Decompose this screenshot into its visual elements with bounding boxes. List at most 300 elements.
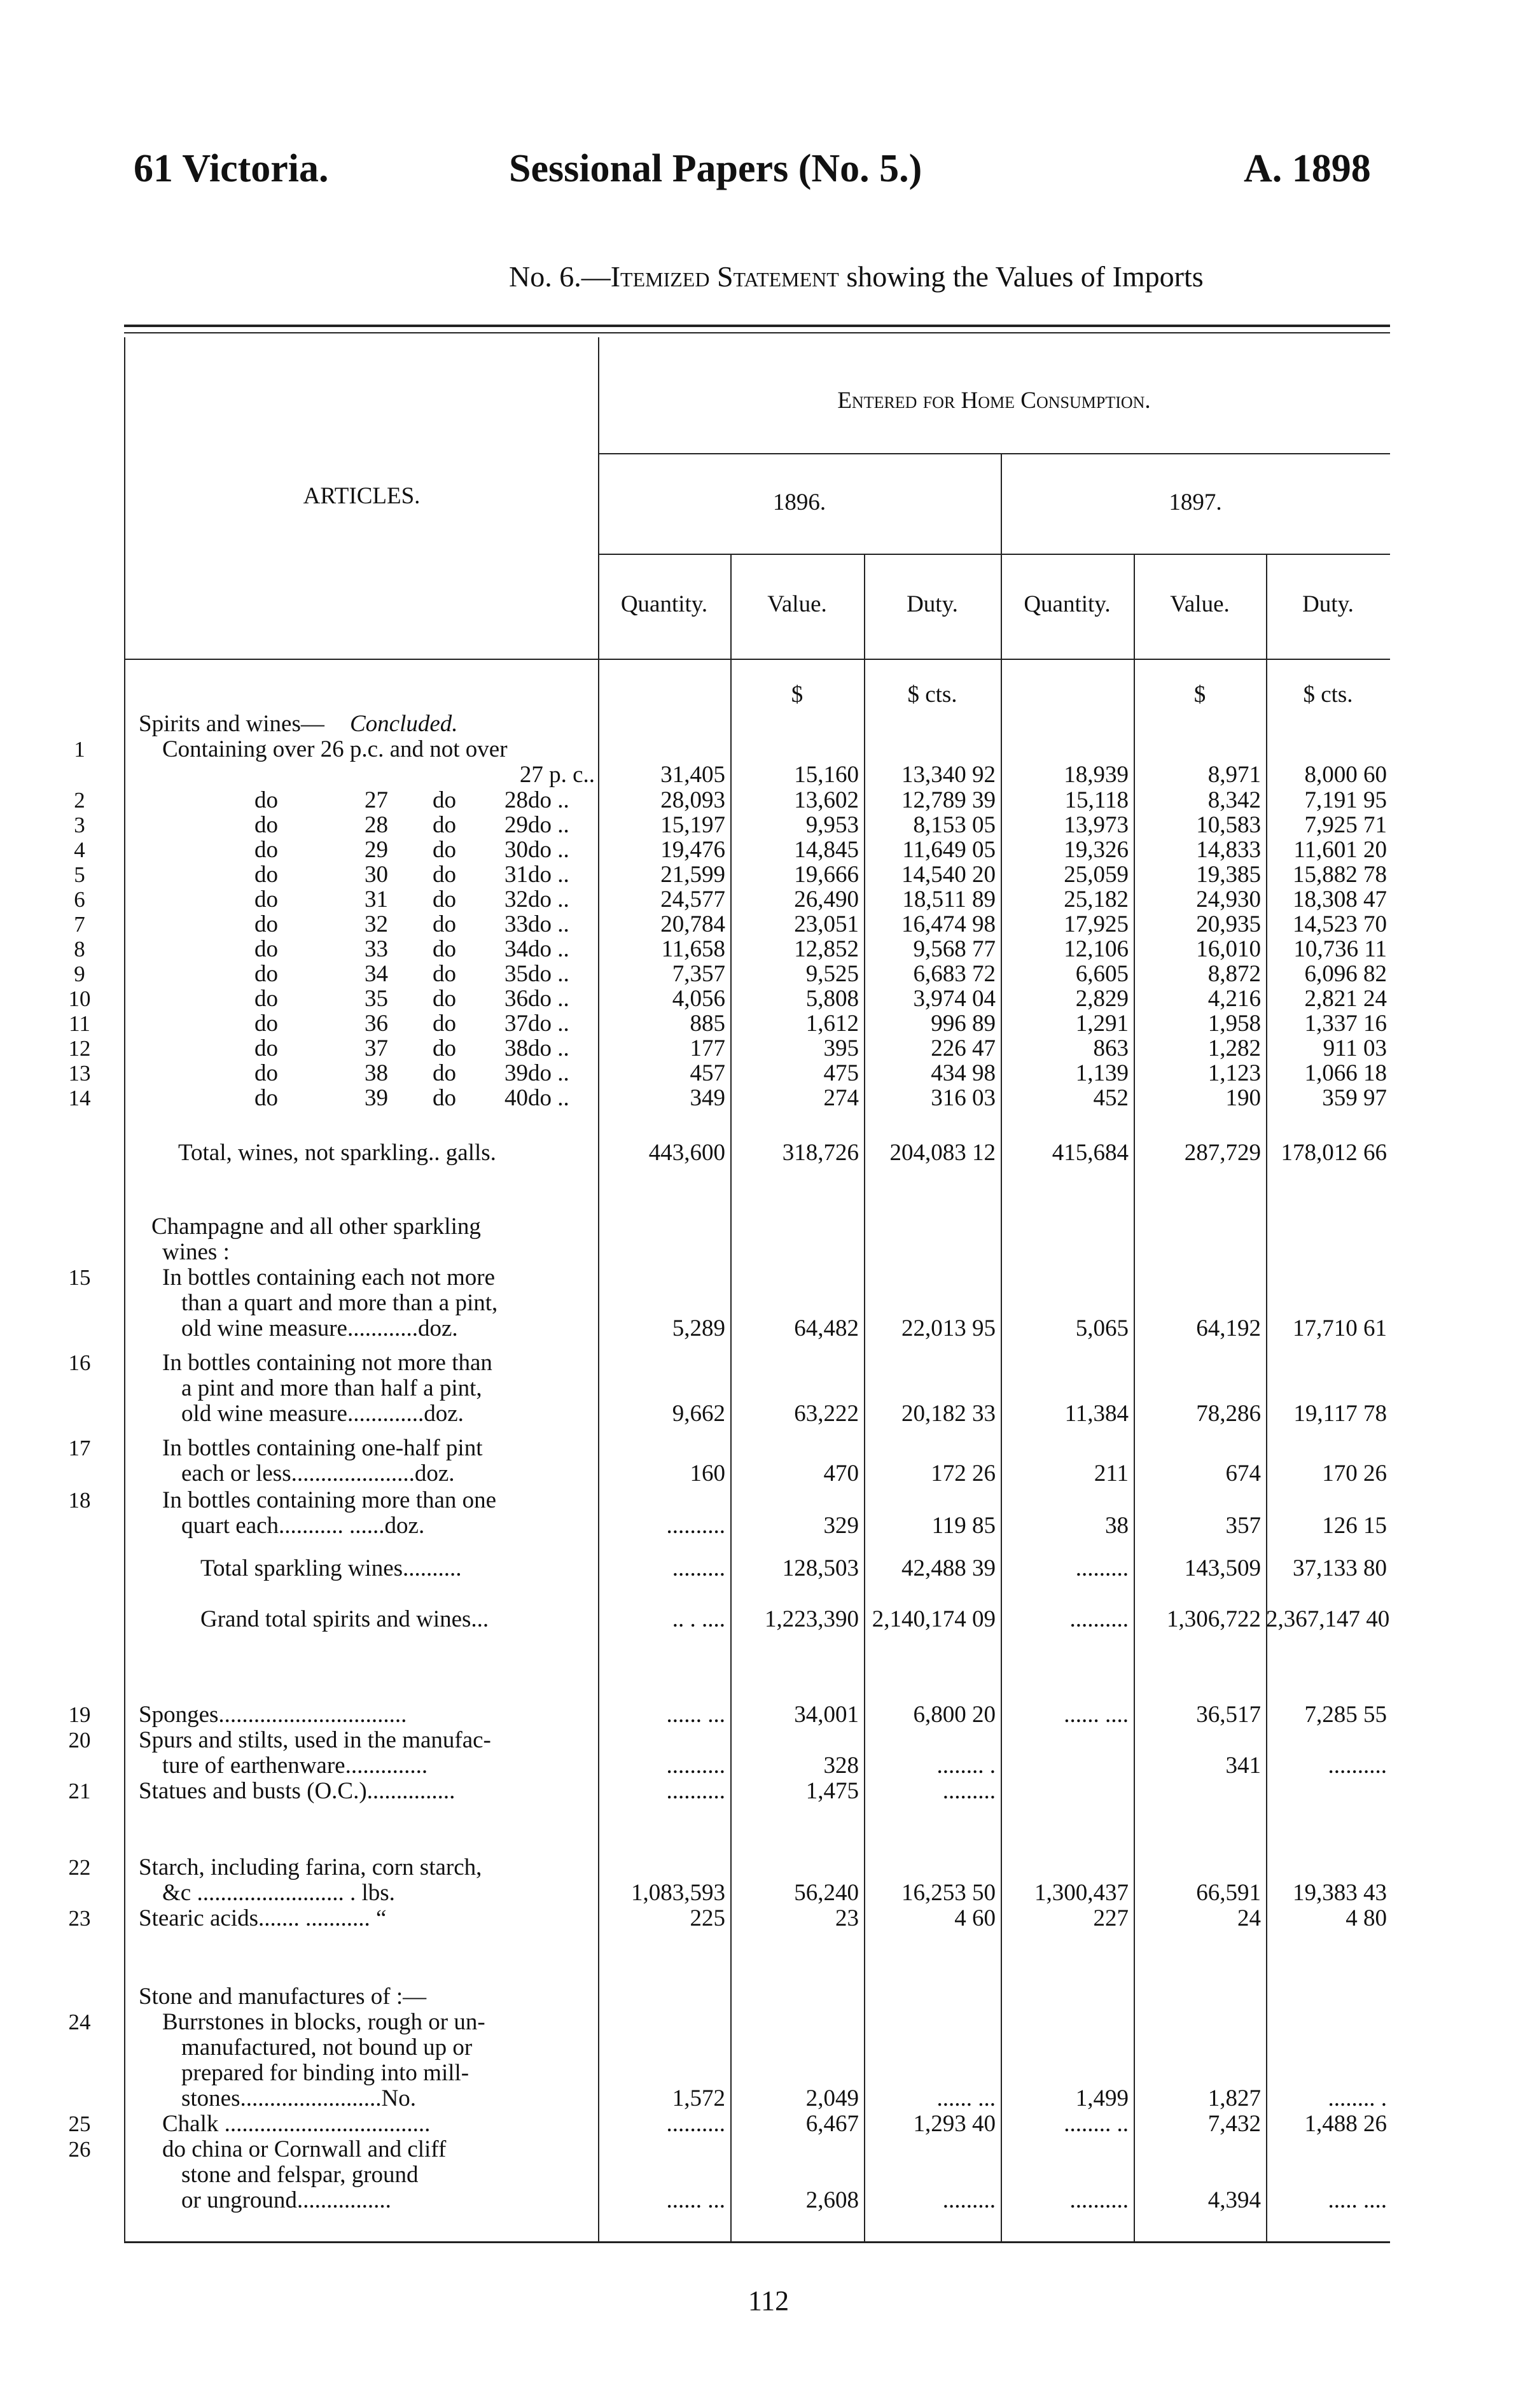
spirit-row-2-v96: 13,602 <box>794 787 859 813</box>
total-wines-q97: 415,684 <box>1052 1140 1129 1166</box>
spirit-row-3-v96: 9,953 <box>805 812 859 838</box>
spirit-row-13-q96: 457 <box>690 1060 725 1086</box>
line-number: 26 <box>68 2137 91 2162</box>
ditto-do: do <box>254 886 278 913</box>
unit-duty-1897: $ cts. <box>1303 682 1353 708</box>
spirit-row-5-v96: 19,666 <box>794 862 859 888</box>
spirit-row-9-d97: 6,096 82 <box>1304 961 1387 987</box>
line-number: 5 <box>74 862 85 887</box>
range-to: 28 <box>504 787 528 813</box>
total-wines-d96: 204,083 12 <box>889 1140 996 1166</box>
ditto-do: do <box>254 837 278 863</box>
spirit-row-2-d97: 7,191 95 <box>1304 787 1387 813</box>
header-center: Sessional Papers (No. 5.) <box>509 147 922 190</box>
ditto-do: do <box>433 886 456 913</box>
total-sparkling-label: Total sparkling wines.......... <box>200 1555 462 1581</box>
grand-total-q96: .. . .... <box>672 1606 725 1632</box>
spirit-row-14-d97: 359 97 <box>1322 1085 1387 1111</box>
ditto-do: do <box>433 862 456 888</box>
spirit-row-9-d96: 6,683 72 <box>913 961 996 987</box>
line-number: 14 <box>68 1086 91 1110</box>
article-label: Containing over 26 p.c. and not over <box>162 736 508 762</box>
ditto-do: do <box>433 961 456 987</box>
article-label: 27 p. c.. <box>519 762 595 788</box>
sparkling-row-17-v96: 470 <box>823 1460 859 1487</box>
article-label: Starch, including farina, corn starch, <box>139 1854 482 1880</box>
spirit-row-6-d97: 18,308 47 <box>1293 886 1387 913</box>
spirit-row-9-v97: 8,872 <box>1207 961 1261 987</box>
range-to: 30 <box>504 837 528 863</box>
ditto-do: do <box>254 1060 278 1086</box>
spirit-row-5-d97: 15,882 78 <box>1293 862 1387 888</box>
section-spirits-label: Spirits and wines— <box>139 711 324 737</box>
spirit-row-5-q97: 25,059 <box>1064 862 1129 888</box>
sparkling-row-16-q97: 11,384 <box>1064 1401 1129 1427</box>
total-wines-v96: 318,726 <box>782 1140 859 1166</box>
year-1896: 1896. <box>772 489 826 515</box>
stone-row-24-v96: 2,049 <box>805 2085 859 2111</box>
spirit-row-6-v96: 26,490 <box>794 886 859 913</box>
spirit-row-12-q97: 863 <box>1093 1035 1129 1061</box>
article-label: In bottles containing one-half pint <box>162 1435 483 1461</box>
ditto-do: do <box>433 1085 456 1111</box>
misc-row-20-v96: 328 <box>823 1753 859 1779</box>
stone-row-24-d97: ........ . <box>1328 2085 1387 2111</box>
misc-row-23-q96: 225 <box>690 1905 725 1931</box>
line-number: 15 <box>68 1265 91 1290</box>
sparkling-row-15-v97: 64,192 <box>1196 1315 1261 1341</box>
ditto-do: do <box>254 1085 278 1111</box>
spirit-row-12-d97: 911 03 <box>1323 1035 1387 1061</box>
range-from: 29 <box>365 837 388 863</box>
stone-row-26-q96: ...... ... <box>666 2187 725 2213</box>
line-number: 11 <box>69 1011 90 1036</box>
spirit-row-9-q97: 6,605 <box>1075 961 1129 987</box>
sparkling-row-18-q97: 38 <box>1105 1513 1129 1539</box>
line-number: 20 <box>68 1728 91 1753</box>
sparkling-row-18-v96: 329 <box>823 1513 859 1539</box>
spirit-row-8-v96: 12,852 <box>794 936 859 962</box>
spirit-row-5-d96: 14,540 20 <box>901 862 996 888</box>
spirit-row-7-v97: 20,935 <box>1196 911 1261 937</box>
misc-row-22-q97: 1,300,437 <box>1034 1880 1129 1906</box>
range-to: 39 <box>504 1060 528 1086</box>
total-sparkling-d96: 42,488 39 <box>901 1555 996 1581</box>
misc-row-22-d97: 19,383 43 <box>1293 1880 1387 1906</box>
col-duty-1897: Duty. <box>1302 591 1354 617</box>
col-line-year <box>1001 453 1002 2241</box>
sparkling-row-15-v96: 64,482 <box>794 1315 859 1341</box>
stone-row-24-v97: 1,827 <box>1207 2085 1261 2111</box>
col-duty-1896: Duty. <box>907 591 958 617</box>
line-number: 22 <box>68 1855 91 1880</box>
misc-row-21-q96: .......... <box>666 1778 725 1804</box>
total-wines-label: Total, wines, not sparkling.. galls. <box>178 1140 496 1166</box>
spirit-row-7-q96: 20,784 <box>660 911 725 937</box>
stone-row-26-d97: ..... .... <box>1328 2187 1387 2213</box>
article-label: stone and felspar, ground <box>181 2162 419 2188</box>
ditto-do: do <box>254 911 278 937</box>
spirit-row-2-v97: 8,342 <box>1207 787 1261 813</box>
misc-row-20-v97: 341 <box>1225 1753 1261 1779</box>
spirit-row-6-v97: 24,930 <box>1196 886 1261 913</box>
article-label: ture of earthenware.............. <box>162 1753 428 1779</box>
article-label: do china or Cornwall and cliff <box>162 2136 447 2162</box>
ditto-do: do <box>254 1011 278 1037</box>
sparkling-row-16-d97: 19,117 78 <box>1293 1401 1387 1427</box>
range-to: 34 <box>504 936 528 962</box>
ditto-do: do <box>254 961 278 987</box>
article-label: Sponges................................ <box>139 1702 407 1728</box>
spirit-row-14-d96: 316 03 <box>931 1085 996 1111</box>
range-to: 35 <box>504 961 528 987</box>
line-number: 23 <box>68 1906 91 1931</box>
range-to: 31 <box>504 862 528 888</box>
misc-row-19-d96: 6,800 20 <box>913 1702 996 1728</box>
ditto-do: do .. <box>528 1060 569 1086</box>
grand-total-q97: .......... <box>1069 1606 1129 1632</box>
sparkling-row-17-d96: 172 26 <box>931 1460 996 1487</box>
range-from: 34 <box>365 961 388 987</box>
stone-row-26-d96: ......... <box>942 2187 996 2213</box>
misc-row-22-d96: 16,253 50 <box>901 1880 996 1906</box>
misc-row-19-v97: 36,517 <box>1196 1702 1261 1728</box>
top-rule <box>124 325 1390 327</box>
line-number: 7 <box>74 912 85 937</box>
range-to: 36 <box>504 986 528 1012</box>
article-label: a pint and more than half a pint, <box>181 1375 482 1401</box>
ditto-do: do <box>433 812 456 838</box>
misc-row-23-v96: 23 <box>835 1905 859 1931</box>
misc-row-22-v97: 66,591 <box>1196 1880 1261 1906</box>
spirit-row-8-d96: 9,568 77 <box>913 936 996 962</box>
spirit-row-10-v97: 4,216 <box>1207 986 1261 1012</box>
misc-row-21-v96: 1,475 <box>805 1778 859 1804</box>
total-wines-q96: 443,600 <box>648 1140 725 1166</box>
grand-total-v96: 1,223,390 <box>765 1606 859 1632</box>
range-from: 38 <box>365 1060 388 1086</box>
spirit-row-4-q97: 19,326 <box>1064 837 1129 863</box>
ditto-do: do <box>433 1035 456 1061</box>
sparkling-row-17-v97: 674 <box>1225 1460 1261 1487</box>
article-label: In bottles containing more than one <box>162 1487 497 1513</box>
total-sparkling-d97: 37,133 80 <box>1293 1555 1387 1581</box>
sparkling-row-18-d96: 119 85 <box>931 1513 996 1539</box>
total-sparkling-v96: 128,503 <box>782 1555 859 1581</box>
stone-heading: Stone and manufactures of :— <box>139 1984 427 2010</box>
spirit-row-11-v97: 1,958 <box>1207 1011 1261 1037</box>
spirit-row-6-q97: 25,182 <box>1064 886 1129 913</box>
ditto-do: do <box>433 1060 456 1086</box>
col-value-1896: Value. <box>767 591 827 617</box>
article-label: old wine measure.............doz. <box>181 1401 464 1427</box>
article-label: manufactured, not bound up or <box>181 2034 473 2061</box>
total-sparkling-v97: 143,509 <box>1184 1555 1261 1581</box>
grand-total-d97: 2,367,147 40 <box>1266 1606 1390 1632</box>
spirit-row-3-d96: 8,153 05 <box>913 812 996 838</box>
sparkling-row-16-v97: 78,286 <box>1196 1401 1261 1427</box>
sparkling-row-17-q97: 211 <box>1094 1460 1129 1487</box>
line-number: 17 <box>68 1436 91 1460</box>
spirit-row-12-q96: 177 <box>690 1035 725 1061</box>
spirit-row-8-v97: 16,010 <box>1196 936 1261 962</box>
ditto-do: do .. <box>528 1035 569 1061</box>
ditto-do: do .. <box>528 961 569 987</box>
unit-duty-1896: $ cts. <box>907 682 957 708</box>
stone-row-25-q96: .......... <box>666 2111 725 2137</box>
header-right: A. 1898 <box>1244 147 1371 190</box>
spirit-row-7-d96: 16,474 98 <box>901 911 996 937</box>
misc-row-19-q96: ...... ... <box>666 1702 725 1728</box>
spirit-row-3-q96: 15,197 <box>660 812 725 838</box>
spirit-row-10-d96: 3,974 04 <box>913 986 996 1012</box>
article-label: than a quart and more than a pint, <box>181 1290 498 1316</box>
ditto-do: do <box>433 936 456 962</box>
bottom-rule <box>124 2241 1390 2243</box>
article-label: each or less.....................doz. <box>181 1460 455 1487</box>
spirit-row-4-d97: 11,601 20 <box>1293 837 1387 863</box>
line-number: 12 <box>68 1036 91 1061</box>
line-number: 21 <box>68 1779 91 1803</box>
misc-row-23-d97: 4 80 <box>1346 1905 1387 1931</box>
line-number: 13 <box>68 1061 91 1086</box>
ditto-do: do <box>254 1035 278 1061</box>
page-number: 112 <box>748 2285 789 2316</box>
col-line-left <box>124 337 125 2241</box>
spirit-row-4-d96: 11,649 05 <box>902 837 996 863</box>
spirit-row-9-v96: 9,525 <box>805 961 859 987</box>
champagne-heading: Champagne and all other sparkling <box>151 1214 481 1240</box>
ditto-do: do <box>433 986 456 1012</box>
ditto-do: do .. <box>528 1011 569 1037</box>
stone-row-25-q97: ........ .. <box>1064 2111 1129 2137</box>
range-from: 36 <box>365 1011 388 1037</box>
stone-row-24-q97: 1,499 <box>1075 2085 1129 2111</box>
section-spirits-italic: Concluded. <box>350 711 458 737</box>
stone-row-26-q97: .......... <box>1069 2187 1129 2213</box>
misc-row-23-d96: 4 60 <box>954 1905 996 1931</box>
line-number: 3 <box>74 813 85 837</box>
header-bottom-rule <box>124 659 1390 660</box>
sparkling-row-17-d97: 170 26 <box>1322 1460 1387 1487</box>
misc-row-20-d97: .......... <box>1328 1753 1387 1779</box>
ditto-do: do .. <box>528 986 569 1012</box>
spirit-row-11-v96: 1,612 <box>805 1011 859 1037</box>
range-to: 32 <box>504 886 528 913</box>
misc-row-19-d97: 7,285 55 <box>1304 1702 1387 1728</box>
article-label: old wine measure............doz. <box>181 1315 458 1341</box>
range-from: 37 <box>365 1035 388 1061</box>
spirit-row-11-q97: 1,291 <box>1075 1011 1129 1037</box>
statement-title: No. 6.—Itemized Statement showing the Values of Imports <box>509 260 1204 293</box>
line-number: 25 <box>68 2111 91 2136</box>
stone-row-26-v97: 4,394 <box>1207 2187 1261 2213</box>
spirit-row-10-q97: 2,829 <box>1075 986 1129 1012</box>
spirit-row-8-q96: 11,658 <box>661 936 725 962</box>
col-quantity-1896: Quantity. <box>620 591 708 617</box>
ditto-do: do <box>254 862 278 888</box>
ditto-do: do .. <box>528 911 569 937</box>
article-label: Statues and busts (O.C.)............... <box>139 1778 456 1804</box>
misc-row-22-q96: 1,083,593 <box>631 1880 725 1906</box>
total-sparkling-q97: ......... <box>1075 1555 1129 1581</box>
spirit-row-5-v97: 19,385 <box>1196 862 1261 888</box>
stone-row-25-d96: 1,293 40 <box>913 2111 996 2137</box>
ditto-do: do .. <box>528 862 569 888</box>
spirit-row-5-q96: 21,599 <box>660 862 725 888</box>
spirit-row-2-d96: 12,789 39 <box>901 787 996 813</box>
total-wines-v97: 287,729 <box>1184 1140 1261 1166</box>
spirit-row-13-v97: 1,123 <box>1207 1060 1261 1086</box>
article-label: Spurs and stilts, used in the manufac- <box>139 1727 491 1753</box>
spirit-row-14-q96: 349 <box>690 1085 725 1111</box>
misc-row-20-d96: ........ . <box>936 1753 996 1779</box>
sparkling-row-17-q96: 160 <box>690 1460 725 1487</box>
grand-total-label: Grand total spirits and wines... <box>200 1606 489 1632</box>
header-left: 61 Victoria. <box>134 147 329 190</box>
stone-row-25-v96: 6,467 <box>805 2111 859 2137</box>
spirit-row-3-q97: 13,973 <box>1064 812 1129 838</box>
unit-value-1897: $ <box>1193 682 1206 708</box>
spirit-row-1-d96: 13,340 92 <box>901 762 996 788</box>
year-1897: 1897. <box>1169 489 1222 515</box>
ditto-do: do .. <box>528 1085 569 1111</box>
ditto-do: do .. <box>528 936 569 962</box>
spirit-row-10-d97: 2,821 24 <box>1304 986 1387 1012</box>
year-rule <box>598 554 1390 555</box>
spirit-row-6-q96: 24,577 <box>660 886 725 913</box>
line-number: 10 <box>68 986 91 1011</box>
sparkling-row-18-q96: .......... <box>666 1513 725 1539</box>
spirit-row-4-v97: 14,833 <box>1196 837 1261 863</box>
range-from: 39 <box>365 1085 388 1111</box>
ditto-do: do <box>254 812 278 838</box>
article-label: stones........................No. <box>181 2085 416 2111</box>
ditto-do: do <box>433 1011 456 1037</box>
grand-total-d96: 2,140,174 09 <box>872 1606 996 1632</box>
article-label: &c ......................... . lbs. <box>162 1880 395 1906</box>
col-value-1897: Value. <box>1170 591 1230 617</box>
total-sparkling-q96: ......... <box>672 1555 725 1581</box>
top-rule-2 <box>124 332 1390 333</box>
stone-row-25-v97: 7,432 <box>1207 2111 1261 2137</box>
entered-rule <box>598 453 1390 454</box>
spirit-row-1-v97: 8,971 <box>1207 762 1261 788</box>
article-label: Stearic acids....... ........... “ <box>139 1905 387 1931</box>
range-from: 28 <box>365 812 388 838</box>
line-number: 16 <box>68 1350 91 1375</box>
spirit-row-10-v96: 5,808 <box>805 986 859 1012</box>
line-number: 8 <box>74 937 85 962</box>
sparkling-row-18-d97: 126 15 <box>1322 1513 1387 1539</box>
ditto-do: do <box>433 837 456 863</box>
line-number: 19 <box>68 1702 91 1727</box>
sparkling-row-15-d96: 22,013 95 <box>901 1315 996 1341</box>
stone-row-24-d96: ...... ... <box>936 2085 996 2111</box>
line-number: 24 <box>68 2010 91 2034</box>
ditto-do: do .. <box>528 787 569 813</box>
spirit-row-13-d97: 1,066 18 <box>1304 1060 1387 1086</box>
spirit-row-8-d97: 10,736 11 <box>1293 936 1387 962</box>
misc-row-23-v97: 24 <box>1237 1905 1261 1931</box>
range-to: 33 <box>504 911 528 937</box>
spirit-row-2-q96: 28,093 <box>660 787 725 813</box>
spirit-row-3-d97: 7,925 71 <box>1304 812 1387 838</box>
spirit-row-1-q97: 18,939 <box>1064 762 1129 788</box>
spirit-row-7-d97: 14,523 70 <box>1293 911 1387 937</box>
sparkling-row-18-v97: 357 <box>1225 1513 1261 1539</box>
line-number: 6 <box>74 887 85 912</box>
range-from: 30 <box>365 862 388 888</box>
col-line-articles <box>598 337 599 2241</box>
sparkling-row-15-q97: 5,065 <box>1075 1315 1129 1341</box>
article-label: Burrstones in blocks, rough or un- <box>162 2009 485 2035</box>
stone-row-24-q96: 1,572 <box>672 2085 725 2111</box>
ditto-do: do <box>254 936 278 962</box>
ditto-do: do <box>433 787 456 813</box>
misc-row-22-v96: 56,240 <box>794 1880 859 1906</box>
spirit-row-11-q96: 885 <box>690 1011 725 1037</box>
spirit-row-13-v96: 475 <box>823 1060 859 1086</box>
ditto-do: do <box>254 986 278 1012</box>
spirit-row-12-d96: 226 47 <box>931 1035 996 1061</box>
range-to: 29 <box>504 812 528 838</box>
range-from: 31 <box>365 886 388 913</box>
spirit-row-14-q97: 452 <box>1093 1085 1129 1111</box>
spirit-row-4-v96: 14,845 <box>794 837 859 863</box>
ditto-do: do .. <box>528 837 569 863</box>
ditto-do: do <box>433 911 456 937</box>
range-to: 40 <box>504 1085 528 1111</box>
article-label: quart each........... ......doz. <box>181 1513 425 1539</box>
misc-row-21-d96: ......... <box>942 1778 996 1804</box>
spirit-row-7-v96: 23,051 <box>794 911 859 937</box>
spirit-row-4-q96: 19,476 <box>660 837 725 863</box>
range-from: 27 <box>365 787 388 813</box>
champagne-heading: wines : <box>162 1239 230 1265</box>
ditto-do: do .. <box>528 812 569 838</box>
range-from: 35 <box>365 986 388 1012</box>
line-number: 4 <box>74 837 85 862</box>
grand-total-v97: 1,306,722 <box>1167 1606 1261 1632</box>
misc-row-20-q96: .......... <box>666 1753 725 1779</box>
article-label: Chalk ................................... <box>162 2111 431 2137</box>
spirit-row-3-v97: 10,583 <box>1196 812 1261 838</box>
spirit-row-9-q96: 7,357 <box>672 961 725 987</box>
entered-heading: Entered for Home Consumption. <box>837 388 1151 414</box>
article-label: prepared for binding into mill- <box>181 2060 469 2086</box>
sparkling-row-16-d96: 20,182 33 <box>901 1401 996 1427</box>
range-to: 37 <box>504 1011 528 1037</box>
sparkling-row-16-v96: 63,222 <box>794 1401 859 1427</box>
sparkling-row-15-q96: 5,289 <box>672 1315 725 1341</box>
sparkling-row-16-q96: 9,662 <box>672 1401 725 1427</box>
spirit-row-14-v97: 190 <box>1225 1085 1261 1111</box>
article-label: In bottles containing each not more <box>162 1264 495 1291</box>
col-quantity-1897: Quantity. <box>1024 591 1111 617</box>
line-number: 9 <box>74 962 85 986</box>
misc-row-19-v96: 34,001 <box>794 1702 859 1728</box>
articles-heading: ARTICLES. <box>303 483 421 509</box>
spirit-row-11-d96: 996 89 <box>931 1011 996 1037</box>
article-label: In bottles containing not more than <box>162 1350 492 1376</box>
spirit-row-10-q96: 4,056 <box>672 986 725 1012</box>
spirit-row-2-q97: 15,118 <box>1064 787 1129 813</box>
stone-row-25-d97: 1,488 26 <box>1304 2111 1387 2137</box>
ditto-do: do .. <box>528 886 569 913</box>
spirit-row-8-q97: 12,106 <box>1064 936 1129 962</box>
spirit-row-7-q97: 17,925 <box>1064 911 1129 937</box>
